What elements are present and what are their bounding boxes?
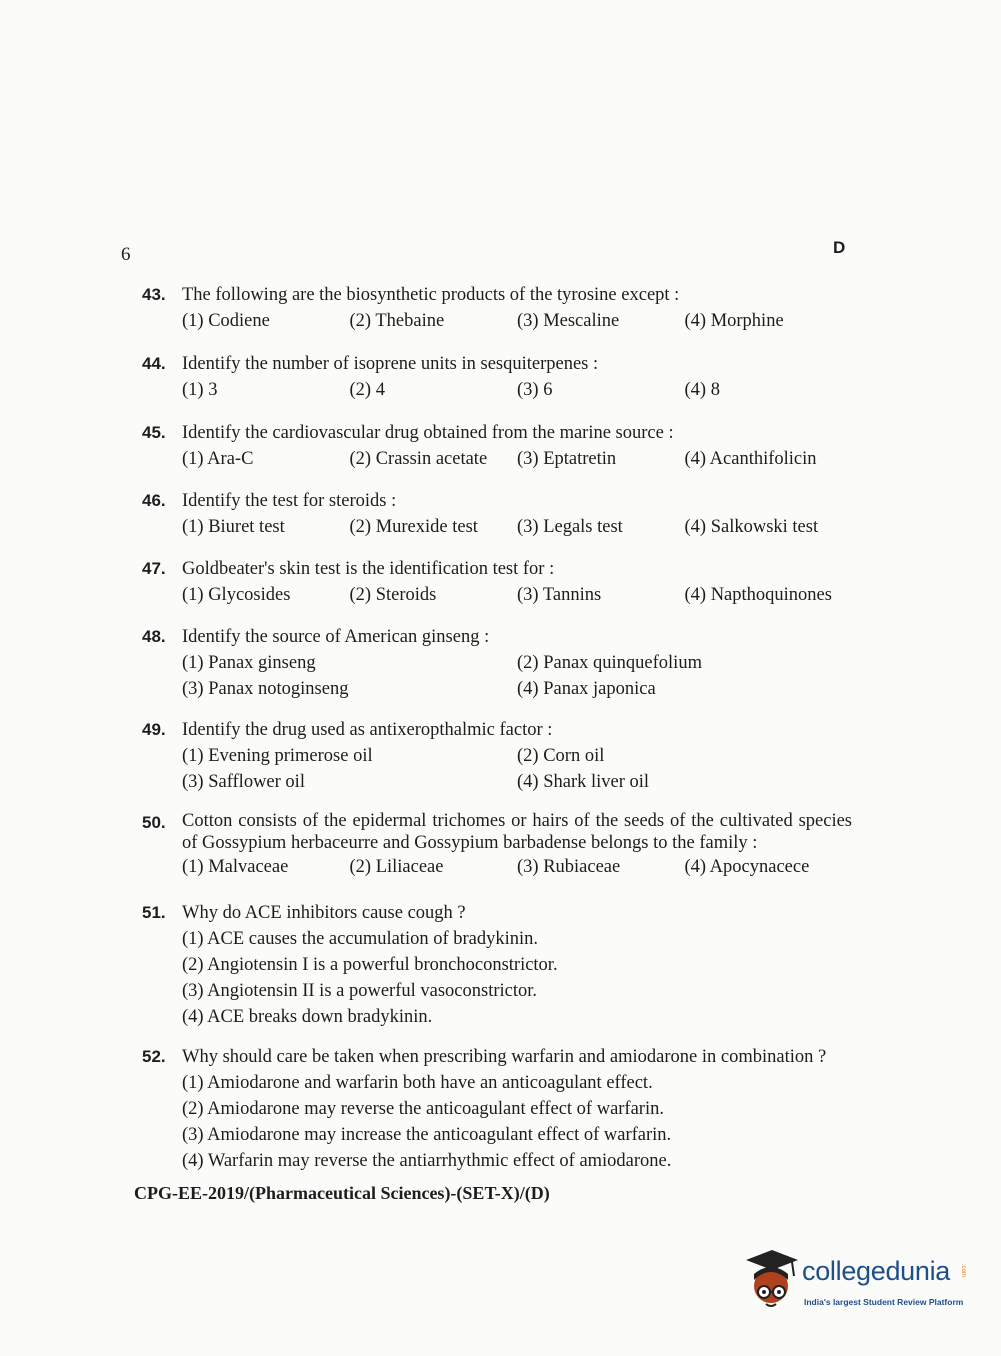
option-1: (1) Panax ginseng [182,653,316,673]
option-3: (3) Legals test [517,517,623,537]
option-2: (2) 4 [349,380,385,400]
option-2: (2) Panax quinquefolium [517,653,702,673]
option-1: (1) Malvaceae [182,857,289,877]
question-47 [142,556,852,608]
option-2: (2) Thebaine [349,311,445,331]
option-3: (3) Rubiaceae [517,857,621,877]
option-1: (1) Amiodarone and warfarin both have an anticoagulant effect. [182,1073,653,1093]
option-1: (1) ACE causes the accumulation of bradykinin. [182,929,539,949]
option-1: (1) Biuret test [182,517,285,537]
option-3: (3) Eptatretin [517,449,617,469]
logo-wordmark: collegedunia [802,1256,951,1286]
option-2: (2) Angiotensin I is a powerful bronchoconstrictor. [182,955,558,975]
collegedunia-logo[interactable] [742,1250,972,1320]
option-1: (1) 3 [182,380,218,400]
option-2: (2) Crassin acetate [349,449,488,469]
question-text: Identify the test for steroids : [182,491,397,511]
question-text: Cotton consists of the epidermal trichomes or hairs of the seeds of the cultivated species of Gossypium herbaceurre and Gossypium barbadense belongs to the family : [182,811,852,853]
paper-code: CPG-EE-2019/(Pharmaceutical Sciences)-(SET-X)/(D) [134,1183,550,1203]
question-48 [142,624,852,702]
option-4: (4) Shark liver oil [517,772,650,792]
question-50 [142,810,852,880]
option-1: (1) Codiene [182,311,270,331]
option-3: (3) Panax notoginseng [182,679,349,699]
option-4: (4) Warfarin may reverse the antiarrhythmic effect of amiodarone. [182,1151,672,1171]
question-number: 47. [142,559,166,578]
option-2: (2) Amiodarone may reverse the anticoagulant effect of warfarin. [182,1099,664,1119]
option-3: (3) Angiotensin II is a powerful vasoconstrictor. [182,981,538,1001]
option-1: (1) Evening primerose oil [182,746,373,766]
option-2: (2) Corn oil [517,746,605,766]
question-number: 48. [142,627,166,646]
option-3: (3) 6 [517,380,553,400]
option-4: (4) Panax japonica [517,679,656,699]
question-46 [142,488,852,540]
option-4: (4) 8 [684,380,720,400]
option-3: (3) Amiodarone may increase the anticoagulant effect of warfarin. [182,1125,672,1145]
question-number: 51. [142,903,166,922]
question-text: Why do ACE inhibitors cause cough ? [182,903,466,923]
question-49 [142,717,852,795]
option-4: (4) Acanthifolicin [684,449,817,469]
logo-tagline: India's largest Student Review Platform [804,1297,964,1307]
option-4: (4) Morphine [684,311,784,331]
question-number: 49. [142,720,166,739]
page-number: 6 [121,244,131,265]
option-4: (4) Napthoquinones [684,585,832,605]
option-1: (1) Glycosides [182,585,291,605]
question-51 [142,900,852,1030]
question-text: Identify the number of isoprene units in sesquiterpenes : [182,354,599,374]
option-3: (3) Safflower oil [182,772,305,792]
question-text: Identify the cardiovascular drug obtained from the marine source : [182,423,674,443]
question-43 [142,282,852,334]
option-3: (3) Tannins [517,585,602,605]
set-code: D [833,238,846,257]
logo-suffix: .com [960,1264,966,1278]
question-text: The following are the biosynthetic products of the tyrosine except : [182,285,680,305]
question-text: Why should care be taken when prescribing warfarin and amiodarone in combination ? [182,1047,827,1067]
question-52 [142,1044,852,1174]
question-text: Identify the source of American ginseng : [182,627,490,647]
mascot-icon [742,1250,800,1320]
question-45 [142,420,852,472]
question-number: 44. [142,354,166,373]
question-number: 46. [142,491,166,510]
option-2: (2) Liliaceae [349,857,444,877]
option-4: (4) Apocynacece [684,857,810,877]
option-4: (4) Salkowski test [684,517,819,537]
option-3: (3) Mescaline [517,311,620,331]
option-2: (2) Murexide test [349,517,478,537]
option-1: (1) Ara-C [182,449,254,469]
question-number: 50. [142,813,166,832]
question-number: 52. [142,1047,166,1066]
question-number: 45. [142,423,166,442]
option-2: (2) Steroids [349,585,437,605]
question-44 [142,351,852,403]
question-text: Goldbeater's skin test is the identification test for : [182,559,555,579]
option-4: (4) ACE breaks down bradykinin. [182,1007,433,1027]
question-number: 43. [142,285,166,304]
question-text: Identify the drug used as antixeropthalmic factor : [182,720,553,740]
